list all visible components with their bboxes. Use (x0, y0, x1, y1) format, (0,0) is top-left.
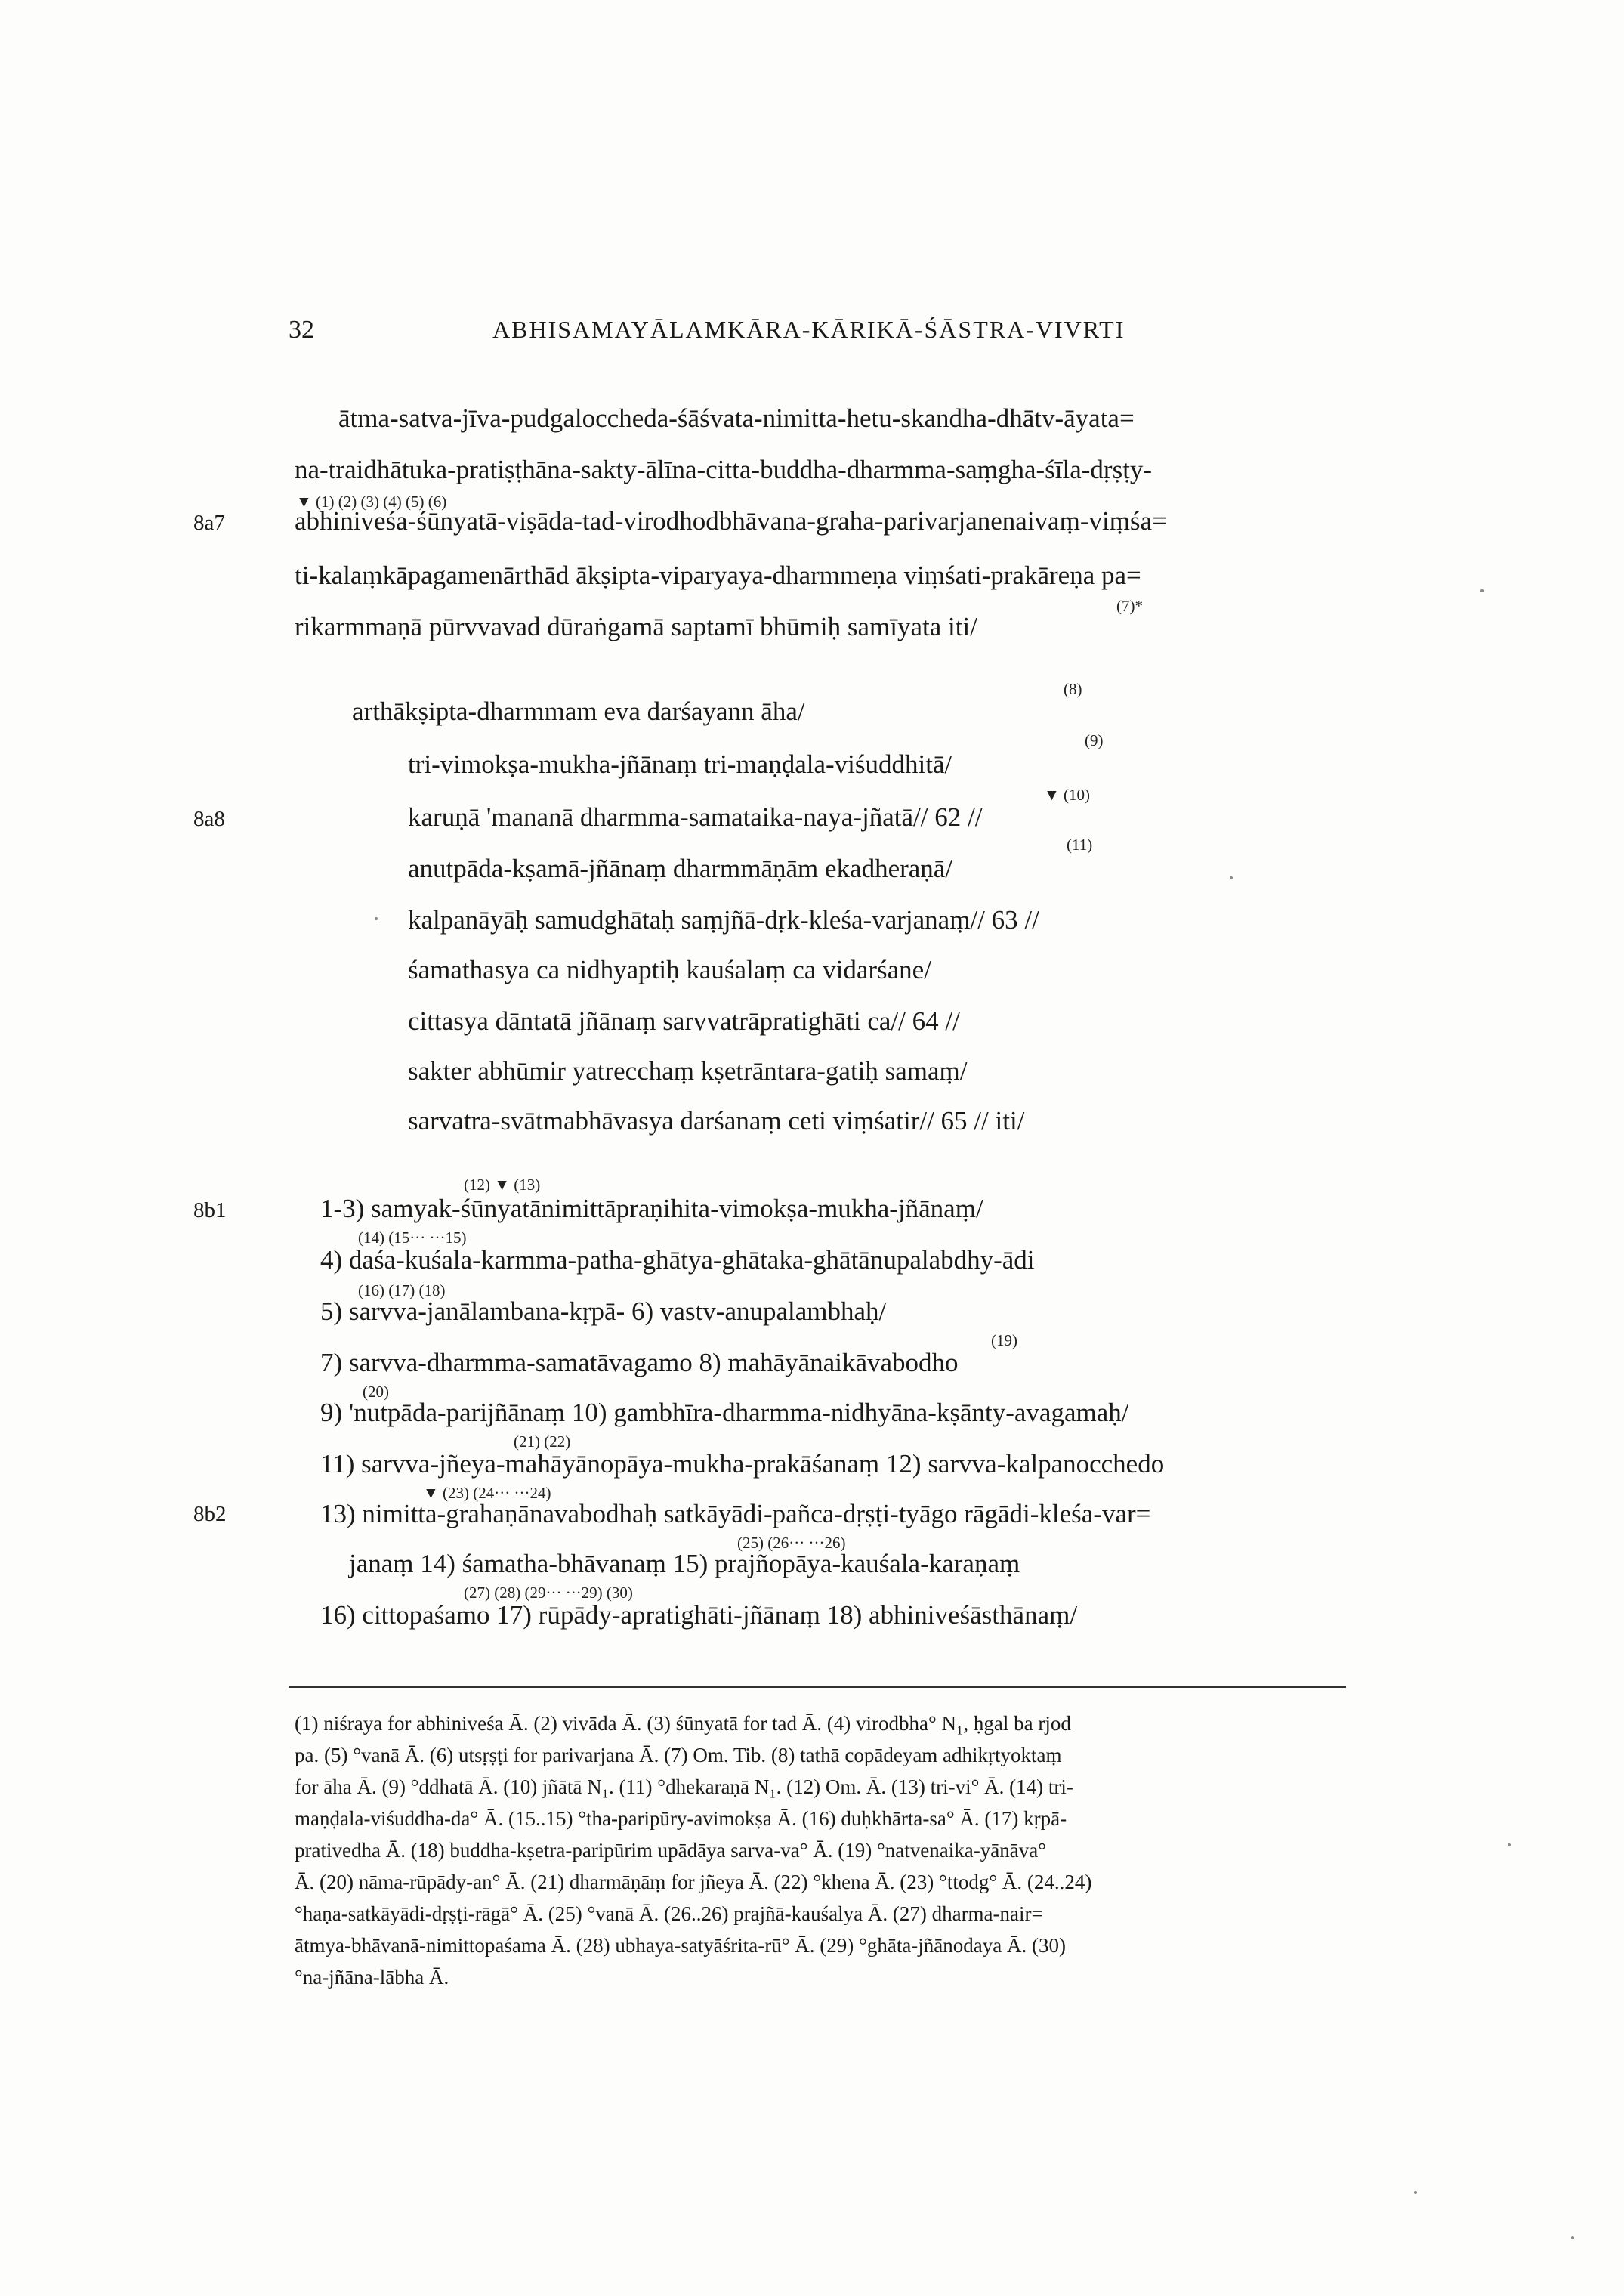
note-markers: (14) (15··· ···15) (358, 1228, 467, 1247)
list-line-2: 4) daśa-kuśala-karmma-patha-ghātya-ghātaka-ghātānupalabdhy-ādi (320, 1245, 1035, 1275)
note-markers: (16) (17) (18) (358, 1281, 446, 1299)
margin-ref: 8b2 (193, 1502, 227, 1526)
verse-line-6: cittasya dāntatā jñānaṃ sarvvatrāpratighāti ca// 64 // (408, 1006, 960, 1036)
scan-speck (1571, 2236, 1574, 2239)
scan-speck (375, 917, 378, 920)
running-title: ABHISAMAYĀLAMKĀRA-KĀRIKĀ-ŚĀSTRA-VIVRTI (492, 316, 1125, 343)
prose-line-5: rikarmmaṇā pūrvvavad dūraṅgamā saptamī bhūmiḥ samīyata iti/ (295, 612, 977, 641)
list-line-6: 11) sarvva-jñeya-mahāyānopāya-mukha-prakāśanaṃ 12) sarvva-kalpanocchedo (320, 1449, 1165, 1479)
note-markers: (25) (26··· ···26) (737, 1534, 846, 1552)
verse-line-7: sakter abhūmir yatrecchaṃ kṣetrāntara-gatiḥ samaṃ/ (408, 1056, 968, 1086)
prose-line-3: abhiniveśa-śūnyatā-viṣāda-tad-virodhodbhāvana-graha-parivarjanenaivaṃ-viṃśa= (295, 506, 1167, 536)
footnote-line-4: maṇḍala-viśuddha-da° Ā. (15..15) °tha-paripūry-avimokṣa Ā. (16) duḥkhārta-sa° Ā. (17) kṛpā- (295, 1807, 1067, 1830)
note-markers: (27) (28) (29··· ···29) (30) (464, 1584, 633, 1602)
verse-line-5: śamathasya ca nidhyaptiḥ kauśalaṃ ca vidarśane/ (408, 955, 931, 984)
footnote-rule (289, 1686, 1346, 1688)
prose-line-2: na-traidhātuka-pratiṣṭhāna-sakty-ālīna-citta-buddha-dharmma-saṃgha-śīla-dṛṣṭy- (295, 455, 1153, 484)
verse-line-2: karuṇā 'mananā dharmma-samataika-naya-jñatā// 62 // (408, 802, 983, 832)
note-markers: (7)* (1116, 597, 1143, 615)
footnote-line-3: for āha Ā. (9) °ddhatā Ā. (10) jñātā N₁. (11) °dhekaraṇā N₁. (12) Om. Ā. (13) tri-vi° Ā. (14) tri- (295, 1775, 1073, 1798)
list-line-3: 5) sarvva-janālambana-kṛpā- 6) vastv-anupalambhaḥ/ (320, 1296, 887, 1326)
scan-speck (1230, 876, 1233, 879)
footnote-line-5: prativedha Ā. (18) buddha-kṣetra-paripūrim upādāya sarva-va° Ā. (19) °natvenaika-yānāva° (295, 1839, 1046, 1862)
note-markers: (8) (1064, 680, 1082, 698)
note-markers: ▼ (10) (1044, 786, 1091, 804)
note-markers: ▼ (23) (24··· ···24) (423, 1484, 551, 1502)
verse-line-4: kalpanāyāḥ samudghātaḥ saṃjñā-dṛk-kleśa-varjanaṃ// 63 // (408, 905, 1039, 935)
footnote-line-1: (1) niśraya for abhiniveśa Ā. (2) vivāda Ā. (3) śūnyatā for tad Ā. (4) virodbha° N₁, ḥgal ba rjod (295, 1712, 1071, 1735)
footnote-line-9: °na-jñāna-lābha Ā. (295, 1966, 449, 1989)
footnote-line-8: ātmya-bhāvanā-nimittopaśama Ā. (28) ubhaya-satyāśrita-rū° Ā. (29) °ghāta-jñānodaya Ā. (30) (295, 1934, 1066, 1957)
list-line-9: 16) cittopaśamo 17) rūpādy-apratighāti-jñānaṃ 18) abhiniveśāsthānaṃ/ (320, 1600, 1078, 1630)
footnote-line-2: pa. (5) °vanā Ā. (6) utsṛṣṭi for parivarjana Ā. (7) Om. Tib. (8) tathā copādeyam adhikṛtyoktaṃ (295, 1744, 1062, 1766)
scan-speck (1480, 589, 1484, 592)
list-line-8: janaṃ 14) śamatha-bhāvanaṃ 15) prajñopāya-kauśala-karaṇaṃ (349, 1549, 1020, 1578)
verse-line-8: sarvatra-svātmabhāvasya darśanaṃ ceti viṃśatir// 65 // iti/ (408, 1106, 1025, 1136)
list-line-1: 1-3) samyak-śūnyatānimittāpraṇihita-vimokṣa-mukha-jñānaṃ/ (320, 1194, 983, 1223)
margin-ref: 8a7 (193, 511, 225, 535)
margin-ref: 8b1 (193, 1198, 227, 1222)
list-line-7: 13) nimitta-grahaṇānavabodhaḥ satkāyādi-pañca-dṛṣṭi-tyāgo rāgādi-kleśa-var= (320, 1499, 1151, 1528)
note-markers: (11) (1067, 836, 1093, 854)
footnote-line-7: °haṇa-satkāyādi-dṛṣṭi-rāgā° Ā. (25) °vanā Ā. (26..26) prajñā-kauśalya Ā. (27) dharma-nair= (295, 1902, 1043, 1925)
note-markers: (21) (22) (514, 1432, 571, 1451)
list-line-5: 9) 'nutpāda-parijñānaṃ 10) gambhīra-dharmma-nidhyāna-kṣānty-avagamaḥ/ (320, 1398, 1129, 1427)
verse-line-1: tri-vimokṣa-mukha-jñānaṃ tri-maṇḍala-viśuddhitā/ (408, 749, 952, 779)
prose-line-1: ātma-satva-jīva-pudgaloccheda-śāśvata-nimitta-hetu-skandha-dhātv-āyata= (338, 403, 1135, 433)
footnote-line-6: Ā. (20) nāma-rūpādy-an° Ā. (21) dharmāṇāṃ for jñeya Ā. (22) °khena Ā. (23) °ttodg° Ā. (24..24) (295, 1871, 1092, 1893)
note-markers: (19) (991, 1331, 1017, 1349)
scan-speck (1508, 1843, 1511, 1846)
page-number: 32 (289, 316, 314, 344)
note-markers: (20) (363, 1383, 389, 1401)
note-markers: (9) (1085, 731, 1104, 749)
margin-ref: 8a8 (193, 807, 225, 831)
verse-intro: arthākṣipta-dharmmam eva darśayann āha/ (352, 697, 805, 726)
note-markers: (12) ▼ (13) (464, 1176, 541, 1194)
list-line-4: 7) sarvva-dharmma-samatāvagamo 8) mahāyānaikāvabodho (320, 1348, 959, 1377)
note-markers: ▼ (1) (2) (3) (4) (5) (6) (296, 493, 447, 511)
verse-line-3: anutpāda-kṣamā-jñānaṃ dharmmāṇām ekadheraṇā/ (408, 854, 953, 883)
prose-line-4: ti-kalaṃkāpagamenārthād ākṣipta-viparyaya-dharmmeṇa viṃśati-prakāreṇa pa= (295, 561, 1141, 590)
scan-speck (1414, 2191, 1417, 2194)
